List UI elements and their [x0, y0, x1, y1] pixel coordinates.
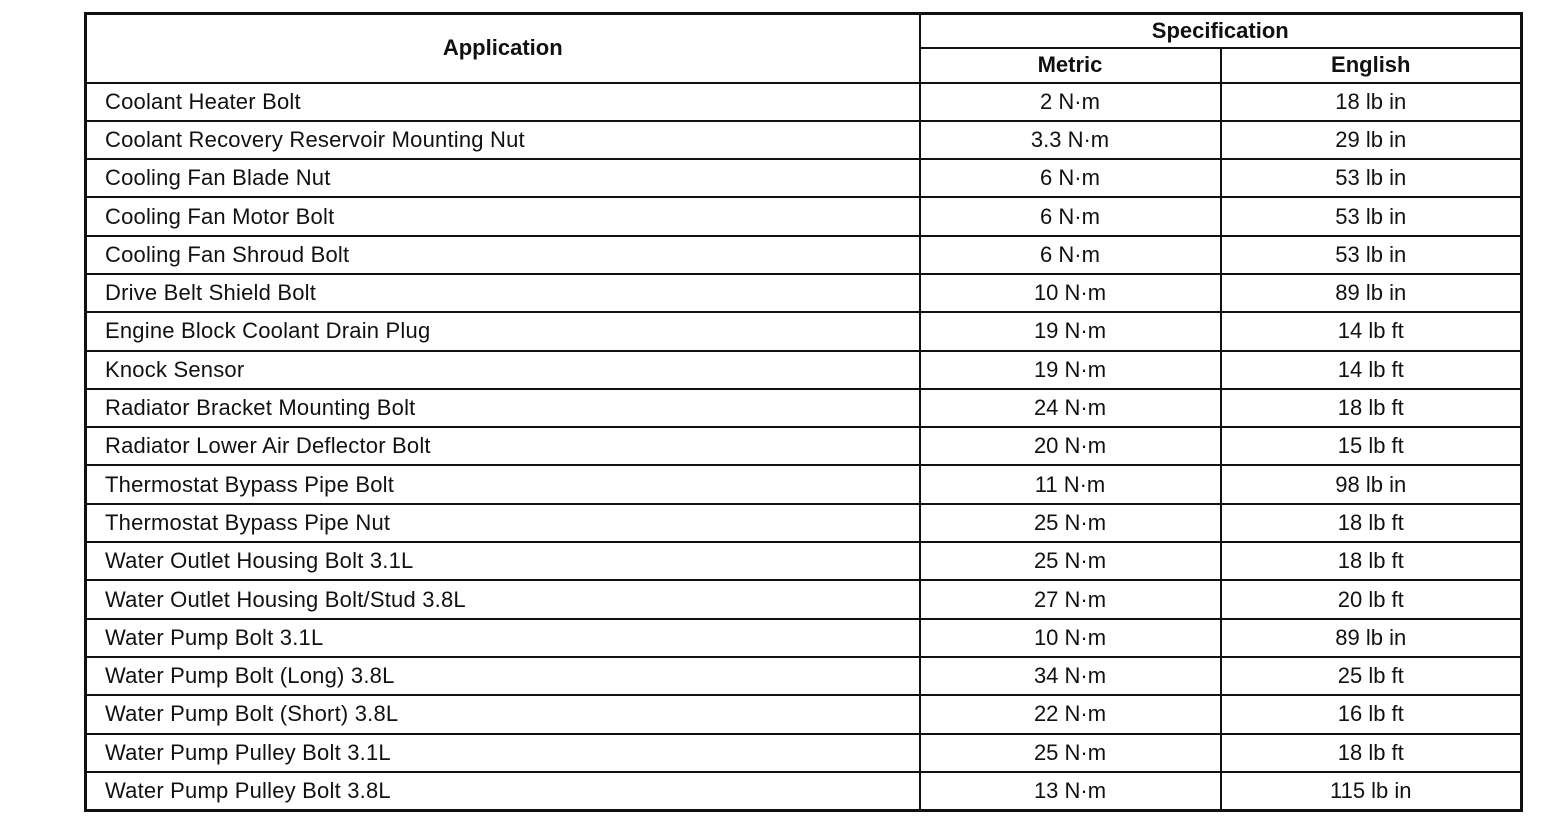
english-header: English — [1221, 48, 1522, 83]
metric-cell: 11 N·m — [920, 465, 1221, 503]
metric-cell: 6 N·m — [920, 236, 1221, 274]
english-cell: 98 lb in — [1221, 465, 1522, 503]
metric-cell: 2 N·m — [920, 83, 1221, 121]
application-header: Application — [86, 14, 920, 83]
application-cell: Water Pump Pulley Bolt 3.8L — [86, 772, 920, 810]
english-cell: 115 lb in — [1221, 772, 1522, 810]
table-row — [86, 121, 1522, 159]
table-row — [86, 274, 1522, 312]
application-cell: Drive Belt Shield Bolt — [86, 274, 920, 312]
application-cell: Water Outlet Housing Bolt/Stud 3.8L — [86, 580, 920, 618]
table-row — [86, 619, 1522, 657]
english-cell: 20 lb ft — [1221, 580, 1522, 618]
table-row — [86, 734, 1522, 772]
table-row — [86, 772, 1522, 810]
table-row — [86, 695, 1522, 733]
metric-cell: 24 N·m — [920, 389, 1221, 427]
english-cell: 53 lb in — [1221, 197, 1522, 235]
metric-cell: 34 N·m — [920, 657, 1221, 695]
english-cell: 14 lb ft — [1221, 351, 1522, 389]
application-cell: Thermostat Bypass Pipe Bolt — [86, 465, 920, 503]
torque-spec-table — [84, 12, 1523, 812]
english-cell: 18 lb ft — [1221, 389, 1522, 427]
table-row — [86, 580, 1522, 618]
application-cell: Water Pump Bolt 3.1L — [86, 619, 920, 657]
table-row — [86, 351, 1522, 389]
table-row — [86, 236, 1522, 274]
table-row — [86, 197, 1522, 235]
application-cell: Cooling Fan Shroud Bolt — [86, 236, 920, 274]
metric-cell: 10 N·m — [920, 619, 1221, 657]
english-cell: 18 lb ft — [1221, 542, 1522, 580]
english-cell: 25 lb ft — [1221, 657, 1522, 695]
table-row — [86, 312, 1522, 350]
metric-cell: 25 N·m — [920, 734, 1221, 772]
metric-cell: 25 N·m — [920, 504, 1221, 542]
application-cell: Thermostat Bypass Pipe Nut — [86, 504, 920, 542]
metric-cell: 6 N·m — [920, 159, 1221, 197]
application-cell: Engine Block Coolant Drain Plug — [86, 312, 920, 350]
application-cell: Knock Sensor — [86, 351, 920, 389]
metric-cell: 10 N·m — [920, 274, 1221, 312]
application-cell: Water Outlet Housing Bolt 3.1L — [86, 542, 920, 580]
table-row — [86, 427, 1522, 465]
english-cell: 89 lb in — [1221, 619, 1522, 657]
specification-header: Specification — [920, 14, 1522, 48]
metric-cell: 27 N·m — [920, 580, 1221, 618]
application-cell: Water Pump Pulley Bolt 3.1L — [86, 734, 920, 772]
application-cell: Cooling Fan Motor Bolt — [86, 197, 920, 235]
english-cell: 14 lb ft — [1221, 312, 1522, 350]
metric-cell: 19 N·m — [920, 312, 1221, 350]
application-cell: Cooling Fan Blade Nut — [86, 159, 920, 197]
header-row-top — [86, 14, 1522, 48]
table-body — [86, 83, 1522, 811]
metric-cell: 25 N·m — [920, 542, 1221, 580]
english-cell: 16 lb ft — [1221, 695, 1522, 733]
application-cell: Radiator Bracket Mounting Bolt — [86, 389, 920, 427]
english-cell: 18 lb ft — [1221, 734, 1522, 772]
metric-cell: 20 N·m — [920, 427, 1221, 465]
application-cell: Water Pump Bolt (Short) 3.8L — [86, 695, 920, 733]
metric-cell: 13 N·m — [920, 772, 1221, 810]
english-cell: 15 lb ft — [1221, 427, 1522, 465]
metric-header: Metric — [920, 48, 1221, 83]
table-row — [86, 465, 1522, 503]
table-row — [86, 159, 1522, 197]
application-cell: Water Pump Bolt (Long) 3.8L — [86, 657, 920, 695]
metric-cell: 6 N·m — [920, 197, 1221, 235]
english-cell: 18 lb in — [1221, 83, 1522, 121]
application-cell: Radiator Lower Air Deflector Bolt — [86, 427, 920, 465]
metric-cell: 22 N·m — [920, 695, 1221, 733]
table-row — [86, 83, 1522, 121]
metric-cell: 3.3 N·m — [920, 121, 1221, 159]
table-row — [86, 542, 1522, 580]
application-cell: Coolant Recovery Reservoir Mounting Nut — [86, 121, 920, 159]
english-cell: 53 lb in — [1221, 159, 1522, 197]
table-row — [86, 504, 1522, 542]
english-cell: 18 lb ft — [1221, 504, 1522, 542]
table-row — [86, 657, 1522, 695]
english-cell: 53 lb in — [1221, 236, 1522, 274]
metric-cell: 19 N·m — [920, 351, 1221, 389]
table-row — [86, 389, 1522, 427]
english-cell: 29 lb in — [1221, 121, 1522, 159]
table-header — [86, 14, 1522, 83]
application-cell: Coolant Heater Bolt — [86, 83, 920, 121]
english-cell: 89 lb in — [1221, 274, 1522, 312]
